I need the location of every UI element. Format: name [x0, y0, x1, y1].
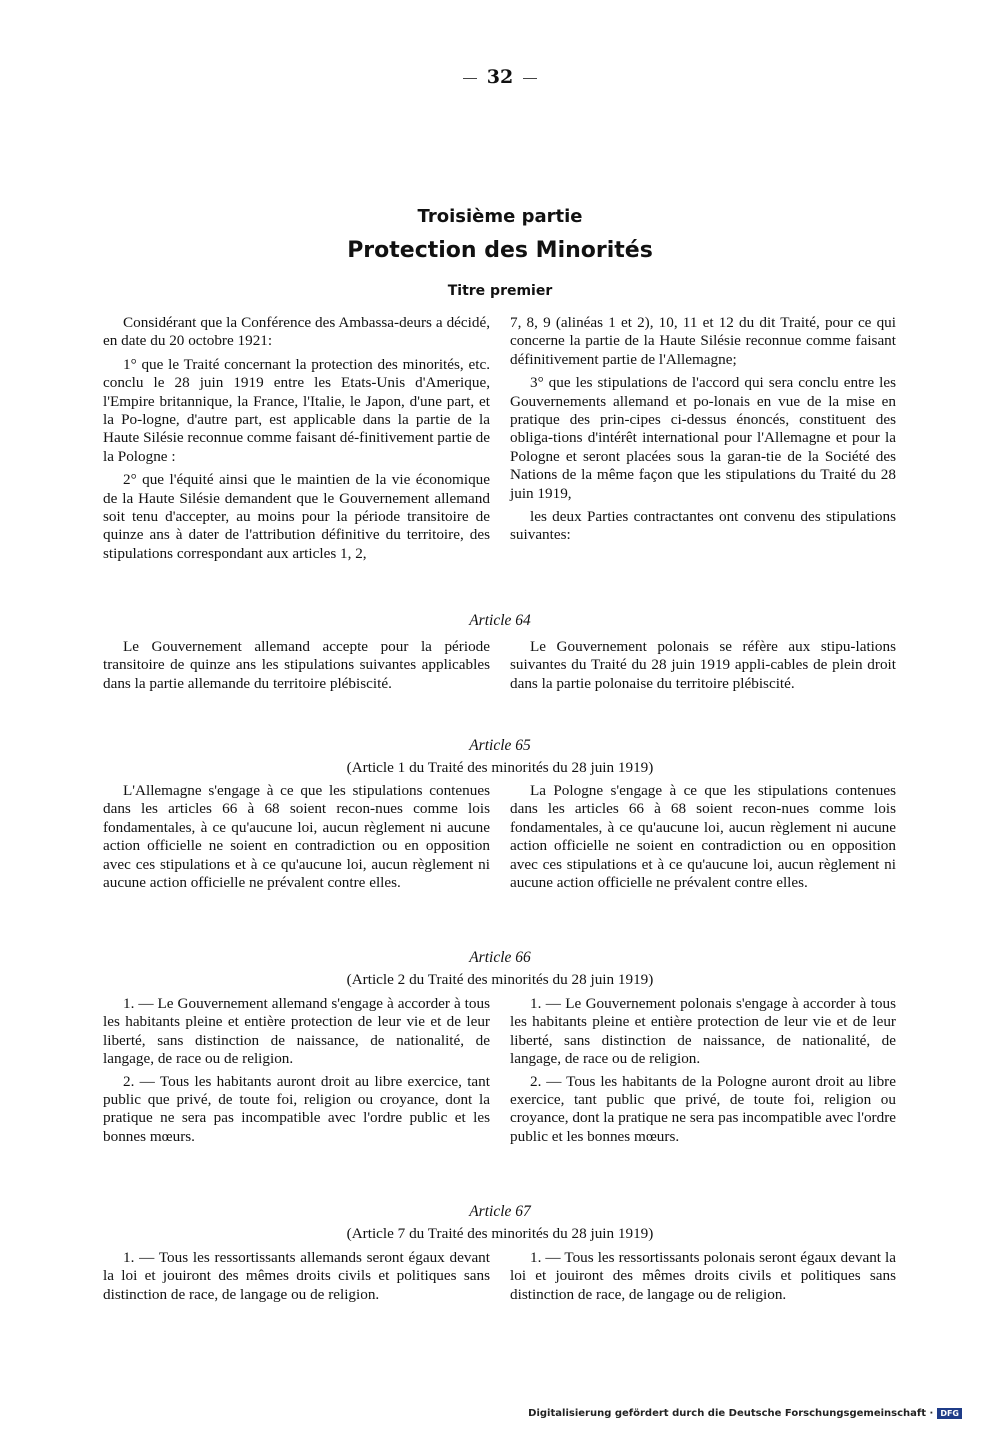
article-66-reference: (Article 2 du Traité des minorités du 28 juin 1919) [346, 971, 654, 988]
article-65-right-column [510, 782, 896, 892]
article-67-heading: Article 67 [469, 1203, 531, 1220]
main-title: Protection des Minorités [347, 238, 653, 263]
paragraph: 7, 8, 9 (alinéas 1 et 2), 10, 11 et 12 du dit Traité, pour ce qui concerne la partie de la Haute Silésie reconnue comme faisant définitivement partie de l'Allemagne; [510, 314, 896, 368]
paragraph: 2. — Tous les habitants de la Pologne auront droit au libre exercice, tant public que privé, de toute foi, religion ou croyance, dont la pratique ne sera pas incompatible avec l'ordre public et les bonnes mœurs. [510, 1072, 896, 1145]
paragraph: les deux Parties contractantes ont convenu des stipulations suivantes: [510, 508, 896, 544]
paragraph: Le Gouvernement allemand accepte pour la période transitoire de quinze ans les stipulations suivantes applicables dans la partie allemande du territoire plébiscité. [103, 638, 490, 692]
paragraph: Considérant que la Conférence des Ambassa-deurs a décidé, en date du 20 octobre 1921: [103, 314, 490, 350]
article-66-left-column [103, 995, 490, 1146]
article-65-heading: Article 65 [469, 737, 531, 754]
preamble-left-column [103, 314, 490, 563]
paragraph: 1. — Tous les ressortissants allemands seront égaux devant la loi et jouiront des mêmes droits civils et politiques sans distinction de race, de langage ou de religion. [103, 1249, 490, 1303]
article-67-reference: (Article 7 du Traité des minorités du 28 juin 1919) [346, 1225, 654, 1242]
page-number-text: 32 [486, 66, 514, 88]
page-number [0, 66, 1000, 88]
paragraph: Le Gouvernement polonais se réfère aux stipu-lations suivantes du Traité du 28 juin 1919 appli-cables de plein droit dans la partie polonaise du territoire plébiscité. [510, 638, 896, 692]
dfg-logo: DFG [937, 1408, 962, 1419]
article-66-right-column [510, 995, 896, 1146]
dash-right [523, 78, 537, 79]
paragraph: 2. — Tous les habitants auront droit au libre exercice, tant public que privé, de toute foi, religion ou croyance, dont la pratique ne sera pas incompatible avec l'ordre public et les bonnes mœurs. [103, 1072, 490, 1145]
footer-credit [528, 1408, 962, 1419]
paragraph: 1. — Le Gouvernement allemand s'engage à accorder à tous les habitants pleine et entière protection de leur vie et de leur liberté, sans distinction de naissance, de nationalité, de langage, de race ou de religion. [103, 995, 490, 1068]
dash-left [463, 78, 477, 79]
article-64-left-column [103, 638, 490, 693]
paragraph: La Pologne s'engage à ce que les stipulations contenues dans les articles 66 à 68 soient recon-nues comme lois fondamentales, à ce qu'aucune loi, aucun règlement ni aucune action officielle ne soient en contradiction ou en opposition avec ces stipulations et à ce qu'aucune loi, aucun règlement ni aucune action officielle ne prévalent contre elles. [510, 782, 896, 892]
part-title: Troisième partie [417, 206, 583, 227]
article-67-right-column [510, 1249, 896, 1304]
footer-text: Digitalisierung gefördert durch die Deutsche Forschungsgemeinschaft · [528, 1408, 934, 1419]
article-66-heading: Article 66 [469, 949, 531, 966]
paragraph: 3° que les stipulations de l'accord qui sera conclu entre les Gouvernements allemand et po-lonais en vue de la mise en pratique des prin-cipes ci-dessus énoncés, constituent des obliga-tions d'intérêt international pour l'Allemagne et pour la Pologne et seront placées sous la garan-tie de la Société des Nations de la même façon que les stipulations du Traité du 28 juin 1919, [510, 374, 896, 502]
article-67-left-column [103, 1249, 490, 1304]
article-64-heading: Article 64 [469, 612, 531, 629]
paragraph: L'Allemagne s'engage à ce que les stipulations contenues dans les articles 66 à 68 soient recon-nues comme lois fondamentales, à ce qu'aucune loi, aucun règlement ni aucune action officielle ne soient en contradiction ou en opposition avec ces stipulations et à ce qu'aucune loi, aucun règlement ni aucune action officielle ne prévalent contre elles. [103, 782, 490, 892]
article-64-right-column [510, 638, 896, 693]
paragraph: 1° que le Traité concernant la protection des minorités, etc. conclu le 28 juin 1919 entre les Etats-Unis d'Amerique, l'Empire britannique, la France, l'Italie, le Japon, d'une part, et la Po-logne, d'autre part, est applicable dans la partie de la Haute Silésie reconnue comme faisant dé-finitivement partie de la Pologne : [103, 355, 490, 465]
sub-title: Titre premier [447, 283, 553, 299]
paragraph: 1. — Tous les ressortissants polonais seront égaux devant la loi et jouiront des mêmes droits civils et politiques sans distinction de race, de langage ou de religion. [510, 1249, 896, 1303]
preamble-right-column [510, 314, 896, 545]
article-65-left-column [103, 782, 490, 892]
paragraph: 1. — Le Gouvernement polonais s'engage à accorder à tous les habitants pleine et entière protection de leur vie et de leur liberté, sans distinction de naissance, de nationalité, de langage, de race ou de religion. [510, 995, 896, 1068]
paragraph: 2° que l'équité ainsi que le maintien de la vie économique de la Haute Silésie demandent que le Gouvernement allemand soit tenu d'accepter, au moins pour la période transitoire de quinze ans à dater de l'attribution définitive du territoire, des stipulations correspondant aux articles 1, 2, [103, 471, 490, 562]
article-65-reference: (Article 1 du Traité des minorités du 28 juin 1919) [346, 759, 654, 776]
